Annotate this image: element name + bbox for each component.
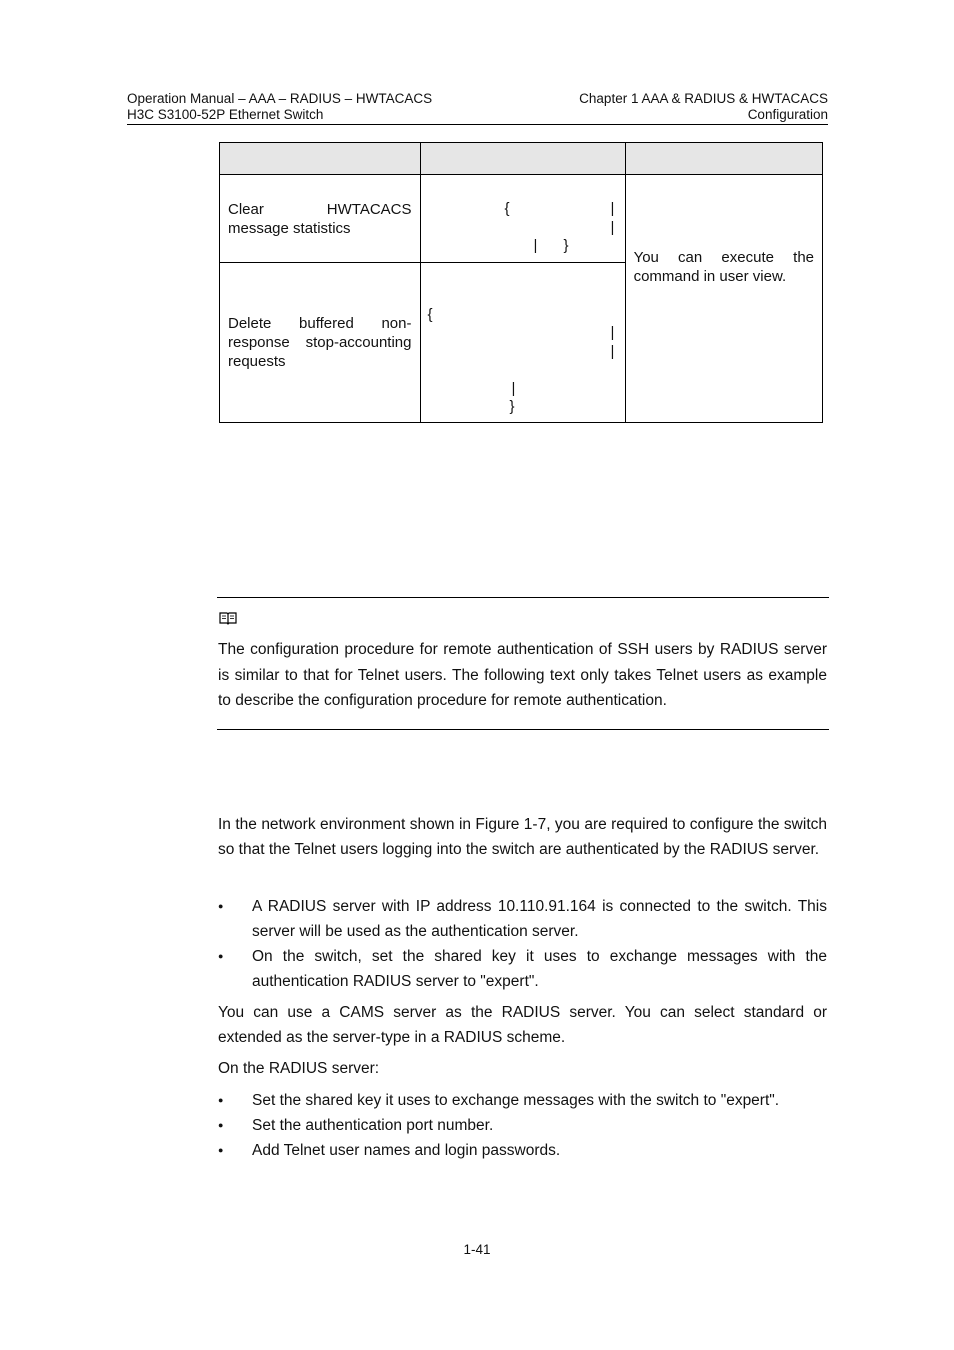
command-cell	[420, 175, 625, 263]
brace-close: }	[563, 237, 569, 254]
separator-bar: |	[610, 324, 615, 341]
page-number: 1-41	[463, 1242, 491, 1257]
separator-bar: |	[610, 343, 615, 360]
running-header-right	[579, 91, 828, 123]
table-row	[220, 175, 823, 263]
bullet-dot: ●	[218, 901, 224, 911]
list-item	[218, 894, 827, 944]
note-text: The configuration procedure for remote authentication of SSH users by RADIUS server is similar to that for Telnet users. The following text only takes Telnet users as example to describe the configuration procedure for remote authentication.	[218, 641, 827, 709]
chapter-title: Chapter 1 AAA & RADIUS & HWTACACS	[579, 91, 828, 106]
list-item-text: Add Telnet user names and login passwords.	[252, 1142, 561, 1159]
list-item-text: Set the shared key it uses to exchange messages with the switch to "expert".	[252, 1092, 780, 1109]
list-item	[218, 1113, 827, 1138]
brace-open: {	[427, 306, 433, 323]
list-item	[218, 1088, 827, 1113]
manual-title: Operation Manual – AAA – RADIUS – HWTACACS	[127, 91, 433, 106]
command-table	[219, 142, 823, 423]
radius-server-heading: On the RADIUS server:	[218, 1060, 380, 1077]
separator-bar: |	[511, 380, 516, 397]
command-cell	[420, 263, 625, 423]
book-icon	[219, 611, 237, 625]
separator-bar: |	[533, 237, 538, 254]
header-cell-operation	[220, 143, 421, 175]
running-header-left	[127, 91, 432, 123]
separator-bar: |	[610, 219, 615, 236]
table-header-row	[220, 143, 823, 175]
separator-bar: |	[610, 200, 615, 217]
header-rule	[127, 124, 828, 125]
bullet-dot: ●	[218, 1145, 224, 1155]
remark-cell: You can execute the command in user view.	[625, 175, 822, 423]
bullet-dot: ●	[218, 1120, 224, 1130]
note-top-rule	[217, 597, 829, 598]
header-cell-remarks	[625, 143, 822, 175]
intro-paragraph: In the network environment shown in Figure 1-7, you are required to configure the switch so that the Telnet users logging into the switch are authenticated by the RADIUS server.	[218, 816, 827, 858]
list-item	[218, 944, 827, 994]
list-item-text: Set the authentication port number.	[252, 1117, 494, 1134]
list-item-text: A RADIUS server with IP address 10.110.91.164 is connected to the switch. This server will be used as the authentication server.	[252, 898, 827, 940]
header-cell-command	[420, 143, 625, 175]
note-bottom-rule	[217, 729, 829, 730]
brace-open: {	[504, 200, 510, 217]
bullet-dot: ●	[218, 1095, 224, 1105]
section-title: Configuration	[747, 107, 828, 122]
cams-paragraph: You can use a CAMS server as the RADIUS server. You can select standard or extended as the server-type in a RADIUS scheme.	[218, 1004, 827, 1046]
brace-close: }	[509, 398, 515, 415]
list-item	[218, 1138, 827, 1163]
operation-cell: Clear HWTACACS message statistics	[220, 175, 421, 263]
operation-cell: Delete buffered non-response stop-accounting requests	[220, 263, 421, 423]
list-item-text: On the switch, set the shared key it uses to exchange messages with the authentication RADIUS server to "expert".	[252, 948, 827, 990]
product-name: H3C S3100-52P Ethernet Switch	[127, 107, 324, 122]
bullet-dot: ●	[218, 951, 224, 961]
